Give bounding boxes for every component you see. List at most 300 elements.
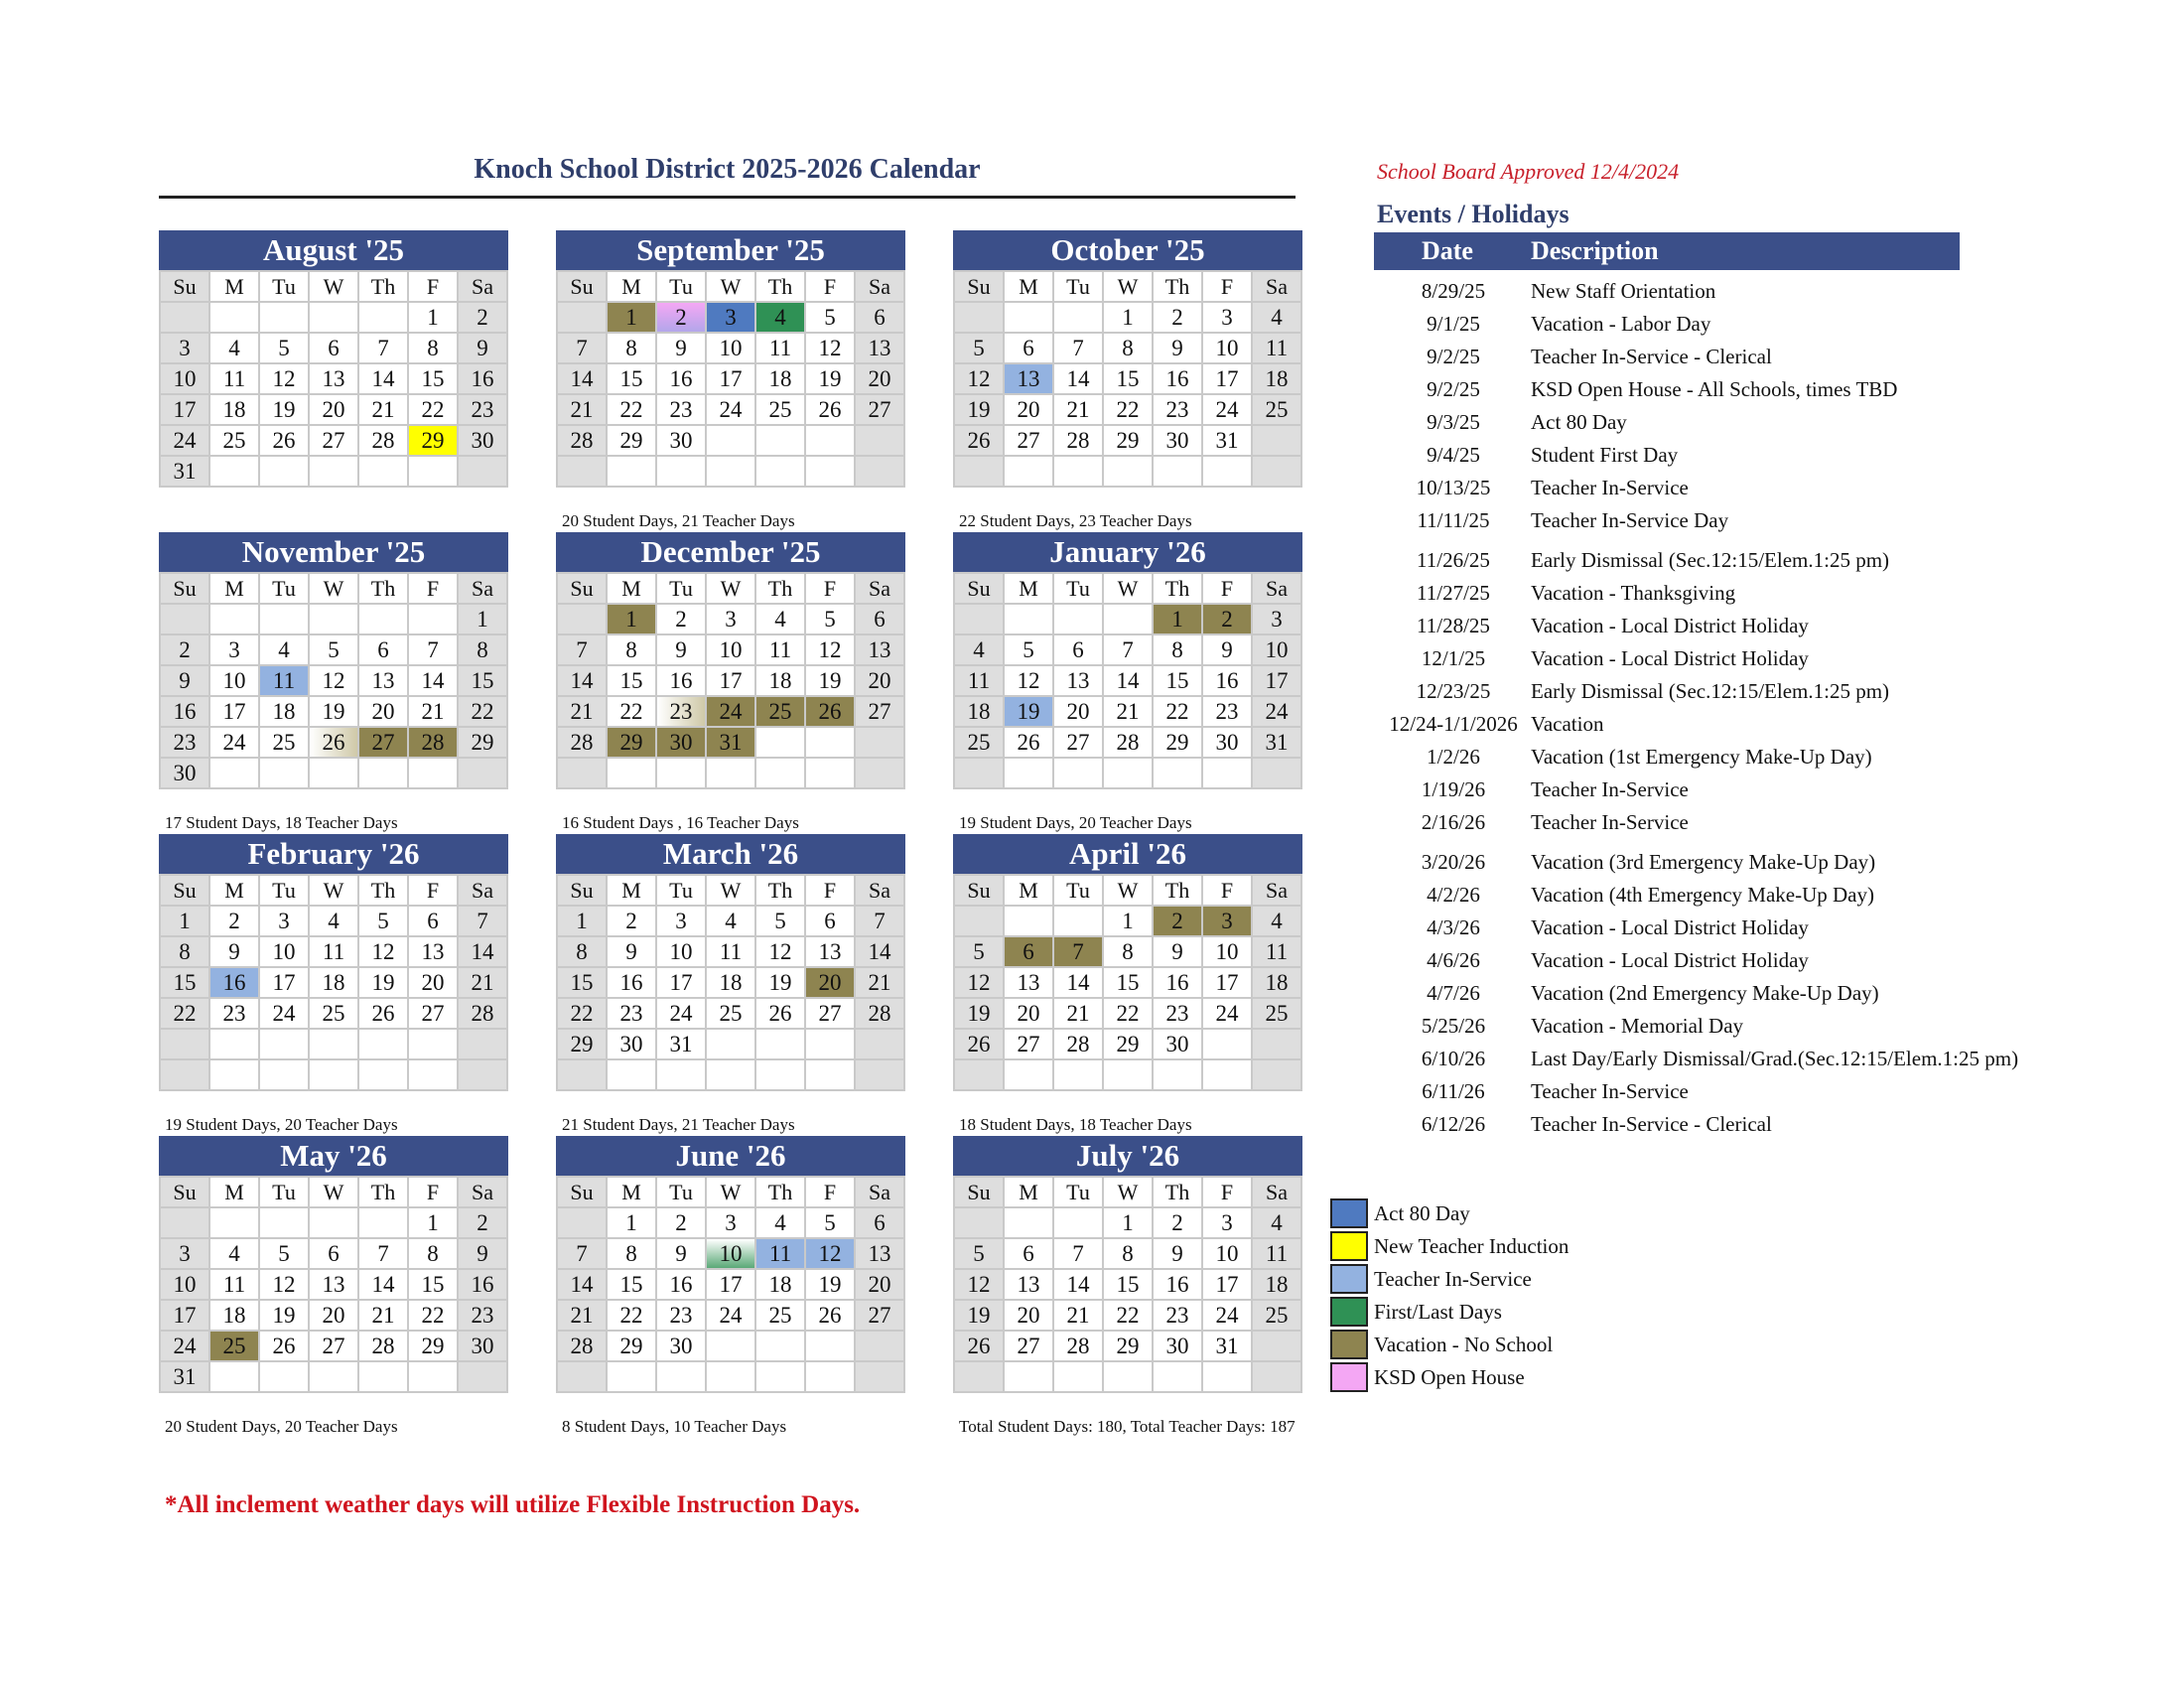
day-cell: 3 — [706, 302, 755, 333]
weekday-header: F — [408, 573, 458, 604]
day-cell: 14 — [557, 363, 607, 394]
legend-label: First/Last Days — [1374, 1300, 1502, 1324]
month-day-summary: 22 Student Days, 23 Teacher Days — [959, 511, 1192, 530]
day-cell: 9 — [656, 1238, 706, 1269]
day-cell: 18 — [1252, 363, 1301, 394]
day-cell: 5 — [259, 1238, 309, 1269]
empty-day-cell — [755, 425, 805, 456]
day-cell: 21 — [855, 967, 904, 998]
empty-day-cell — [259, 758, 309, 788]
weekday-header: Th — [358, 875, 408, 906]
day-cell: 10 — [160, 363, 209, 394]
empty-day-cell — [1252, 1361, 1301, 1392]
empty-day-cell — [1004, 758, 1053, 788]
empty-day-cell — [309, 456, 358, 487]
day-cell: 3 — [1202, 1207, 1252, 1238]
day-cell: 13 — [1004, 967, 1053, 998]
day-cell: 27 — [408, 998, 458, 1029]
month-calendar — [953, 834, 1302, 1091]
event-description: New Staff Orientation — [1531, 279, 1716, 303]
empty-day-cell — [458, 758, 507, 788]
event-date: 12/1/25 — [1421, 646, 1486, 670]
empty-day-cell — [557, 604, 607, 634]
event-date: 12/23/25 — [1416, 679, 1491, 703]
day-cell: 17 — [706, 1269, 755, 1300]
day-cell: 18 — [755, 363, 805, 394]
day-cell: 12 — [358, 936, 408, 967]
day-cell: 17 — [160, 1300, 209, 1331]
weekday-header: M — [1004, 1177, 1053, 1207]
day-cell: 17 — [1202, 967, 1252, 998]
weekday-header: M — [209, 1177, 259, 1207]
weekday-header: Tu — [1053, 271, 1103, 302]
day-cell: 8 — [458, 634, 507, 665]
day-cell: 4 — [209, 333, 259, 363]
weekday-header: Tu — [656, 573, 706, 604]
day-cell: 25 — [755, 696, 805, 727]
empty-day-cell — [408, 1059, 458, 1090]
event-description: Vacation (1st Emergency Make-Up Day) — [1531, 745, 1872, 769]
weekday-header: Th — [755, 271, 805, 302]
day-cell: 30 — [1153, 1331, 1202, 1361]
day-cell: 23 — [160, 727, 209, 758]
day-cell: 10 — [706, 1238, 755, 1269]
legend-label: New Teacher Induction — [1374, 1234, 1570, 1258]
day-cell: 28 — [1053, 1331, 1103, 1361]
legend-item — [1330, 1198, 1648, 1230]
month-day-summary: 18 Student Days, 18 Teacher Days — [959, 1115, 1192, 1134]
month-day-summary: Total Student Days: 180, Total Teacher Days: 187 — [959, 1417, 1296, 1436]
day-cell: 4 — [755, 302, 805, 333]
empty-day-cell — [656, 456, 706, 487]
empty-day-cell — [209, 456, 259, 487]
day-cell: 6 — [855, 302, 904, 333]
day-cell: 17 — [706, 363, 755, 394]
event-description: Teacher In-Service - Clerical — [1531, 1112, 1772, 1136]
day-cell: 10 — [1202, 936, 1252, 967]
day-cell: 30 — [458, 1331, 507, 1361]
day-cell: 3 — [160, 1238, 209, 1269]
event-description: Vacation - Thanksgiving — [1531, 581, 1736, 605]
event-description: Vacation - Memorial Day — [1531, 1014, 1744, 1038]
day-cell: 6 — [309, 333, 358, 363]
event-description: Vacation (3rd Emergency Make-Up Day) — [1531, 850, 1876, 874]
month-day-summary: 19 Student Days, 20 Teacher Days — [165, 1115, 398, 1134]
day-cell: 2 — [458, 302, 507, 333]
weekday-header: Sa — [1252, 875, 1301, 906]
date-column-header: Date — [1422, 236, 1473, 265]
day-cell: 21 — [408, 696, 458, 727]
day-cell: 22 — [557, 998, 607, 1029]
day-cell: 12 — [954, 1269, 1004, 1300]
day-cell: 21 — [557, 1300, 607, 1331]
empty-day-cell — [458, 1361, 507, 1392]
month-name: March '26 — [556, 834, 905, 874]
event-date: 4/6/26 — [1427, 948, 1480, 972]
day-cell: 13 — [1004, 1269, 1053, 1300]
empty-day-cell — [358, 1207, 408, 1238]
empty-day-cell — [557, 1361, 607, 1392]
day-cell: 15 — [458, 665, 507, 696]
day-cell: 4 — [309, 906, 358, 936]
day-cell: 21 — [1103, 696, 1153, 727]
day-cell: 5 — [954, 1238, 1004, 1269]
day-cell: 13 — [855, 634, 904, 665]
empty-day-cell — [656, 1059, 706, 1090]
event-date: 6/12/26 — [1421, 1112, 1486, 1136]
day-cell: 8 — [1103, 333, 1153, 363]
day-cell: 16 — [607, 967, 656, 998]
day-cell: 14 — [1053, 363, 1103, 394]
empty-day-cell — [1202, 758, 1252, 788]
empty-day-cell — [358, 1361, 408, 1392]
weekday-header: Sa — [855, 271, 904, 302]
event-description: Vacation - Local District Holiday — [1531, 646, 1809, 670]
day-cell: 1 — [160, 906, 209, 936]
day-cell: 26 — [259, 425, 309, 456]
empty-day-cell — [656, 758, 706, 788]
day-cell: 23 — [607, 998, 656, 1029]
day-cell: 7 — [1053, 936, 1103, 967]
weekday-header: Tu — [1053, 875, 1103, 906]
day-cell: 26 — [954, 425, 1004, 456]
day-cell: 26 — [805, 1300, 855, 1331]
day-cell: 21 — [557, 394, 607, 425]
weekday-header: W — [309, 1177, 358, 1207]
empty-day-cell — [259, 302, 309, 333]
weekday-header: F — [1202, 1177, 1252, 1207]
empty-day-cell — [1053, 1361, 1103, 1392]
day-cell: 12 — [259, 1269, 309, 1300]
empty-day-cell — [458, 456, 507, 487]
day-cell: 22 — [607, 394, 656, 425]
day-cell: 13 — [855, 333, 904, 363]
day-cell: 14 — [358, 1269, 408, 1300]
empty-day-cell — [855, 425, 904, 456]
weekday-header: Su — [557, 1177, 607, 1207]
empty-day-cell — [309, 758, 358, 788]
empty-day-cell — [755, 1059, 805, 1090]
day-cell: 8 — [1103, 1238, 1153, 1269]
empty-day-cell — [358, 1059, 408, 1090]
event-description: Last Day/Early Dismissal/Grad.(Sec.12:15/Elem.1:25 pm) — [1531, 1047, 2019, 1070]
day-cell: 24 — [656, 998, 706, 1029]
empty-day-cell — [1004, 1059, 1053, 1090]
empty-day-cell — [259, 1029, 309, 1059]
day-cell: 16 — [656, 665, 706, 696]
day-cell: 2 — [1153, 302, 1202, 333]
empty-day-cell — [358, 302, 408, 333]
weekday-header: Tu — [656, 271, 706, 302]
day-cell: 2 — [607, 906, 656, 936]
day-cell: 23 — [656, 1300, 706, 1331]
day-cell: 19 — [309, 696, 358, 727]
weekday-header: Su — [557, 573, 607, 604]
day-cell: 16 — [458, 363, 507, 394]
day-cell: 2 — [209, 906, 259, 936]
day-cell: 14 — [557, 665, 607, 696]
day-cell: 30 — [1153, 1029, 1202, 1059]
day-cell: 18 — [1252, 967, 1301, 998]
day-cell: 2 — [656, 302, 706, 333]
day-cell: 27 — [309, 1331, 358, 1361]
legend-item — [1330, 1362, 1648, 1394]
day-cell: 28 — [458, 998, 507, 1029]
day-cell: 25 — [954, 727, 1004, 758]
month-calendar — [556, 834, 905, 1091]
day-cell: 4 — [259, 634, 309, 665]
day-cell: 14 — [1053, 967, 1103, 998]
event-date: 1/2/26 — [1427, 745, 1480, 769]
day-cell: 10 — [656, 936, 706, 967]
empty-day-cell — [209, 1029, 259, 1059]
day-cell: 4 — [1252, 302, 1301, 333]
day-cell: 5 — [805, 604, 855, 634]
day-cell: 2 — [656, 604, 706, 634]
day-cell: 14 — [458, 936, 507, 967]
day-cell: 23 — [458, 394, 507, 425]
weekday-header: M — [607, 875, 656, 906]
day-cell: 4 — [755, 604, 805, 634]
day-cell: 31 — [656, 1029, 706, 1059]
month-name: November '25 — [159, 532, 508, 572]
empty-day-cell — [607, 456, 656, 487]
event-description: Teacher In-Service — [1531, 777, 1689, 801]
day-cell: 29 — [1103, 1331, 1153, 1361]
empty-day-cell — [1103, 1361, 1153, 1392]
month-name: January '26 — [953, 532, 1302, 572]
empty-day-cell — [755, 758, 805, 788]
empty-day-cell — [1004, 604, 1053, 634]
day-cell: 18 — [309, 967, 358, 998]
day-cell: 7 — [557, 1238, 607, 1269]
day-cell: 13 — [408, 936, 458, 967]
day-cell: 13 — [805, 936, 855, 967]
day-cell: 23 — [1202, 696, 1252, 727]
day-cell: 5 — [805, 302, 855, 333]
weekday-header: Sa — [1252, 271, 1301, 302]
day-cell: 14 — [408, 665, 458, 696]
day-cell: 7 — [1053, 333, 1103, 363]
weekday-header: Su — [160, 573, 209, 604]
day-cell: 22 — [1153, 696, 1202, 727]
day-cell: 1 — [408, 1207, 458, 1238]
weekday-header: Th — [1153, 1177, 1202, 1207]
empty-day-cell — [1153, 456, 1202, 487]
day-cell: 26 — [1004, 727, 1053, 758]
day-cell: 3 — [706, 604, 755, 634]
day-cell: 28 — [408, 727, 458, 758]
month-day-summary: 17 Student Days, 18 Teacher Days — [165, 813, 398, 832]
day-cell: 5 — [1004, 634, 1053, 665]
event-date: 9/3/25 — [1427, 410, 1480, 434]
events-heading: Events / Holidays — [1377, 200, 1570, 228]
empty-day-cell — [607, 1361, 656, 1392]
empty-day-cell — [706, 1361, 755, 1392]
day-cell: 18 — [209, 1300, 259, 1331]
day-cell: 23 — [1153, 998, 1202, 1029]
day-cell: 5 — [954, 936, 1004, 967]
empty-day-cell — [1252, 1331, 1301, 1361]
day-cell: 3 — [160, 333, 209, 363]
weekday-header: Th — [755, 1177, 805, 1207]
weekday-header: M — [209, 573, 259, 604]
day-cell: 27 — [855, 394, 904, 425]
empty-day-cell — [309, 1029, 358, 1059]
day-cell: 28 — [855, 998, 904, 1029]
empty-day-cell — [1053, 1207, 1103, 1238]
day-cell: 11 — [209, 1269, 259, 1300]
day-cell: 18 — [755, 665, 805, 696]
weekday-header: Th — [358, 271, 408, 302]
day-cell: 9 — [458, 333, 507, 363]
day-cell: 12 — [805, 634, 855, 665]
event-date: 9/1/25 — [1427, 312, 1480, 336]
day-cell: 21 — [557, 696, 607, 727]
day-cell: 25 — [706, 998, 755, 1029]
month-day-summary: 20 Student Days, 21 Teacher Days — [562, 511, 795, 530]
day-cell: 6 — [408, 906, 458, 936]
day-cell: 19 — [805, 665, 855, 696]
weekday-header: Th — [358, 573, 408, 604]
event-date: 2/16/26 — [1421, 810, 1486, 834]
day-cell: 25 — [1252, 394, 1301, 425]
day-cell: 9 — [656, 634, 706, 665]
empty-day-cell — [458, 1029, 507, 1059]
day-cell: 22 — [458, 696, 507, 727]
weekday-header: Sa — [458, 271, 507, 302]
events-table — [1374, 232, 2019, 1136]
day-cell: 17 — [706, 665, 755, 696]
empty-day-cell — [1103, 758, 1153, 788]
day-cell: 27 — [855, 696, 904, 727]
day-cell: 13 — [855, 1238, 904, 1269]
day-cell: 31 — [706, 727, 755, 758]
day-cell: 20 — [855, 1269, 904, 1300]
weekday-header: W — [309, 271, 358, 302]
day-cell: 17 — [1202, 1269, 1252, 1300]
day-cell: 1 — [408, 302, 458, 333]
month-name: December '25 — [556, 532, 905, 572]
day-cell: 24 — [1202, 394, 1252, 425]
day-cell: 4 — [1252, 906, 1301, 936]
day-cell: 29 — [607, 1331, 656, 1361]
day-cell: 28 — [1053, 425, 1103, 456]
day-cell: 9 — [1202, 634, 1252, 665]
day-cell: 6 — [1004, 333, 1053, 363]
empty-day-cell — [1053, 906, 1103, 936]
weekday-header: Tu — [259, 271, 309, 302]
weekday-header: Su — [160, 1177, 209, 1207]
day-cell: 9 — [209, 936, 259, 967]
day-cell: 24 — [160, 425, 209, 456]
day-cell: 23 — [1153, 394, 1202, 425]
empty-day-cell — [1202, 1059, 1252, 1090]
day-cell: 20 — [1053, 696, 1103, 727]
day-cell: 24 — [706, 394, 755, 425]
day-cell: 4 — [209, 1238, 259, 1269]
day-cell: 27 — [1004, 1029, 1053, 1059]
day-cell: 27 — [309, 425, 358, 456]
day-cell: 25 — [1252, 1300, 1301, 1331]
day-cell: 7 — [458, 906, 507, 936]
day-cell: 20 — [1004, 998, 1053, 1029]
day-cell: 10 — [706, 634, 755, 665]
day-cell: 7 — [855, 906, 904, 936]
event-date: 11/26/25 — [1417, 548, 1490, 572]
day-cell: 21 — [1053, 998, 1103, 1029]
day-cell: 11 — [1252, 1238, 1301, 1269]
day-cell: 24 — [1252, 696, 1301, 727]
day-cell: 2 — [458, 1207, 507, 1238]
day-cell: 22 — [1103, 394, 1153, 425]
day-cell: 23 — [656, 696, 706, 727]
day-cell: 31 — [1202, 425, 1252, 456]
empty-day-cell — [557, 1059, 607, 1090]
weekday-header: F — [408, 875, 458, 906]
empty-day-cell — [607, 1059, 656, 1090]
weekday-header: M — [607, 573, 656, 604]
day-cell: 13 — [309, 363, 358, 394]
day-cell: 1 — [1103, 906, 1153, 936]
day-cell: 27 — [855, 1300, 904, 1331]
empty-day-cell — [259, 456, 309, 487]
month-calendar — [159, 1136, 508, 1393]
day-cell: 12 — [755, 936, 805, 967]
day-cell: 4 — [706, 906, 755, 936]
day-cell: 24 — [1202, 1300, 1252, 1331]
empty-day-cell — [259, 604, 309, 634]
weekday-header: M — [1004, 573, 1053, 604]
day-cell: 11 — [706, 936, 755, 967]
legend-item — [1330, 1297, 1648, 1329]
day-cell: 16 — [1153, 1269, 1202, 1300]
day-cell: 27 — [805, 998, 855, 1029]
day-cell: 17 — [1252, 665, 1301, 696]
day-cell: 20 — [855, 665, 904, 696]
legend-item — [1330, 1264, 1648, 1296]
weekday-header: Su — [954, 271, 1004, 302]
weekday-header: M — [209, 875, 259, 906]
day-cell: 21 — [1053, 1300, 1103, 1331]
day-cell: 4 — [755, 1207, 805, 1238]
day-cell: 15 — [607, 363, 656, 394]
day-cell: 12 — [259, 363, 309, 394]
day-cell: 17 — [656, 967, 706, 998]
day-cell: 14 — [1053, 1269, 1103, 1300]
day-cell: 9 — [160, 665, 209, 696]
weekday-header: F — [408, 271, 458, 302]
empty-day-cell — [755, 1331, 805, 1361]
day-cell: 6 — [1004, 1238, 1053, 1269]
empty-day-cell — [259, 1361, 309, 1392]
empty-day-cell — [855, 1029, 904, 1059]
weekday-header: M — [607, 271, 656, 302]
day-cell: 16 — [458, 1269, 507, 1300]
day-cell: 2 — [160, 634, 209, 665]
empty-day-cell — [557, 758, 607, 788]
day-cell: 12 — [805, 1238, 855, 1269]
weekday-header: W — [1103, 875, 1153, 906]
day-cell: 1 — [1153, 604, 1202, 634]
event-date: 4/3/26 — [1427, 915, 1480, 939]
day-cell: 17 — [209, 696, 259, 727]
day-cell: 6 — [855, 1207, 904, 1238]
day-cell: 13 — [309, 1269, 358, 1300]
event-description: Teacher In-Service - Clerical — [1531, 345, 1772, 368]
day-cell: 31 — [1252, 727, 1301, 758]
empty-day-cell — [855, 1059, 904, 1090]
